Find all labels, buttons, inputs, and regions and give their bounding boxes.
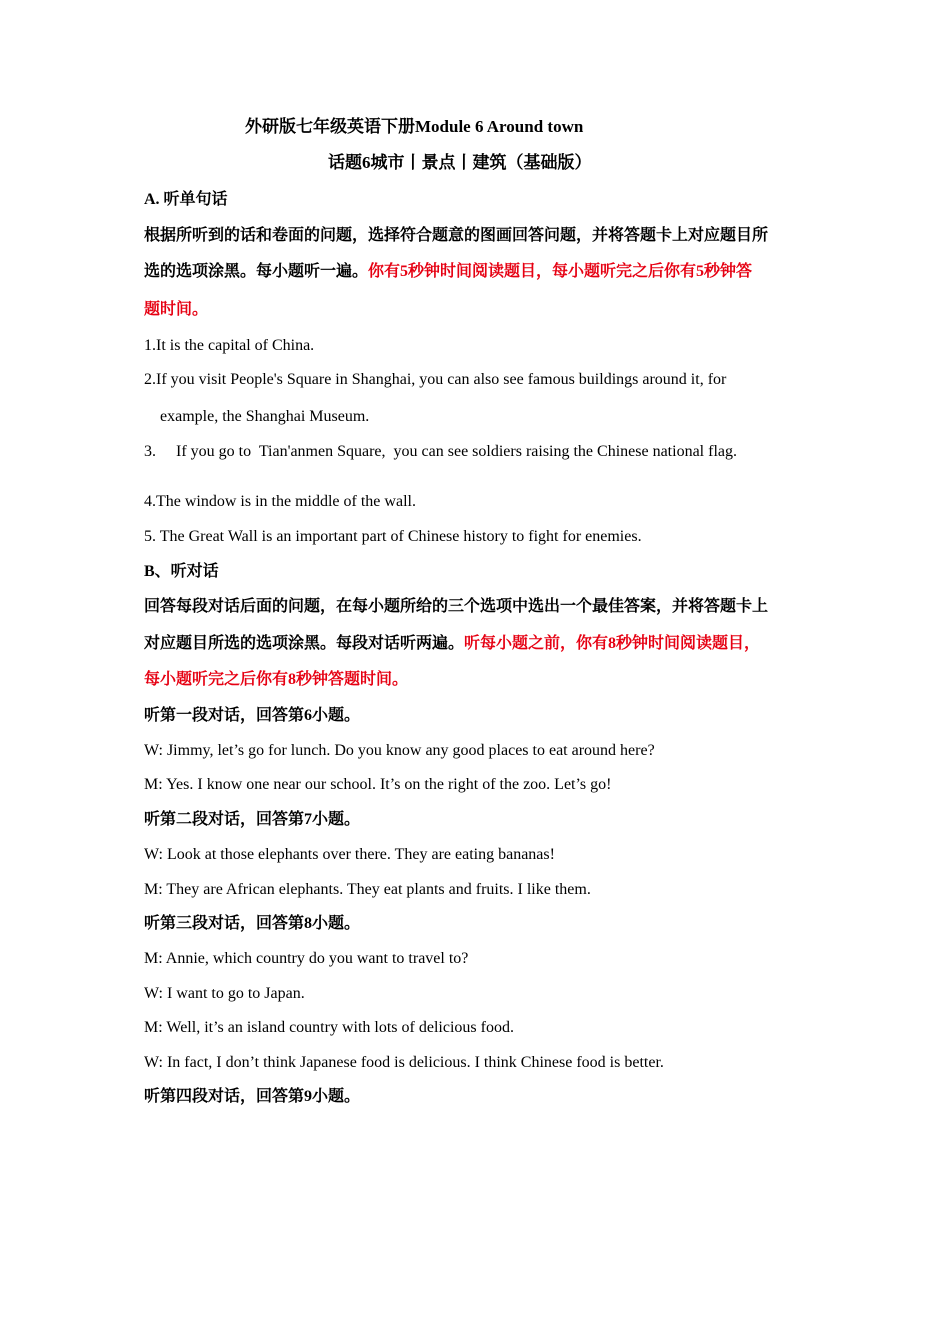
dialogue-3-label: 听第三段对话，回答第8小题。 [144, 915, 361, 932]
dialogue-3-line-2: W: I want to go to Japan. [144, 985, 305, 1002]
dialogue-1-line-2: M: Yes. I know one near our school. It’s on the right of the zoo. Let’s go! [144, 776, 612, 793]
section-b-instruction-line-2 [144, 634, 760, 654]
sentence-5: 5. The Great Wall is an important part of Chinese history to fight for enemies. [144, 528, 642, 545]
dialogue-1-line-1: W: Jimmy, let’s go for lunch. Do you know any good places to eat around here? [144, 742, 655, 759]
section-b-instruction-line-3: 每小题听完之后你有8秒钟答题时间。 [144, 671, 409, 688]
dialogue-1-label: 听第一段对话，回答第6小题。 [144, 707, 361, 724]
dialogue-2-line-2: M: They are African elephants. They eat plants and fruits. I like them. [144, 881, 591, 898]
document-title: 外研版七年级英语下册Module 6 Around town [245, 117, 584, 136]
section-a-instruction-line-3: 题时间。 [144, 301, 209, 318]
sentence-4: 4.The window is in the middle of the wall. [144, 493, 416, 510]
sentence-1: 1.It is the capital of China. [144, 337, 315, 354]
section-a-instruction-line-2 [144, 262, 752, 282]
section-b-instruction-black: 对应题目所选的选项涂黑。每段对话听两遍。 [144, 635, 465, 652]
dialogue-2-line-1: W: Look at those elephants over there. They are eating bananas! [144, 846, 555, 863]
document-subtitle: 话题6城市丨景点丨建筑（基础版） [328, 153, 592, 172]
dialogue-3-line-1: M: Annie, which country do you want to travel to? [144, 950, 469, 967]
section-b-heading: B、听对话 [144, 563, 219, 580]
dialogue-2-label: 听第二段对话，回答第7小题。 [144, 811, 361, 828]
section-a-instruction-red: 你有5秒钟时间阅读题目，每小题听完之后你有5秒钟答 [368, 263, 753, 280]
dialogue-4-label: 听第四段对话，回答第9小题。 [144, 1088, 361, 1105]
dialogue-3-line-3: M: Well, it’s an island country with lots of delicious food. [144, 1019, 514, 1036]
section-a-instruction-line-1: 根据所听到的话和卷面的问题，选择符合题意的图画回答问题，并将答题卡上对应题目所 [144, 227, 769, 244]
sentence-3: 3. If you go to Tian'anmen Square, you can see soldiers raising the Chinese national flag. [144, 443, 737, 460]
section-b-instruction-line-1: 回答每段对话后面的问题，在每小题所给的三个选项中选出一个最佳答案，并将答题卡上 [144, 598, 769, 615]
section-b-instruction-red: 听每小题之前，你有8秒钟时间阅读题目， [464, 635, 761, 652]
sentence-2-continued: example, the Shanghai Museum. [160, 408, 370, 425]
section-a-instruction-black: 选的选项涂黑。每小题听一遍。 [144, 263, 369, 280]
dialogue-3-line-4: W: In fact, I don’t think Japanese food is delicious. I think Chinese food is better. [144, 1054, 664, 1071]
section-a-heading: A. 听单句话 [144, 191, 228, 208]
sentence-2: 2.If you visit People's Square in Shanghai, you can also see famous buildings around it, for [144, 371, 727, 388]
